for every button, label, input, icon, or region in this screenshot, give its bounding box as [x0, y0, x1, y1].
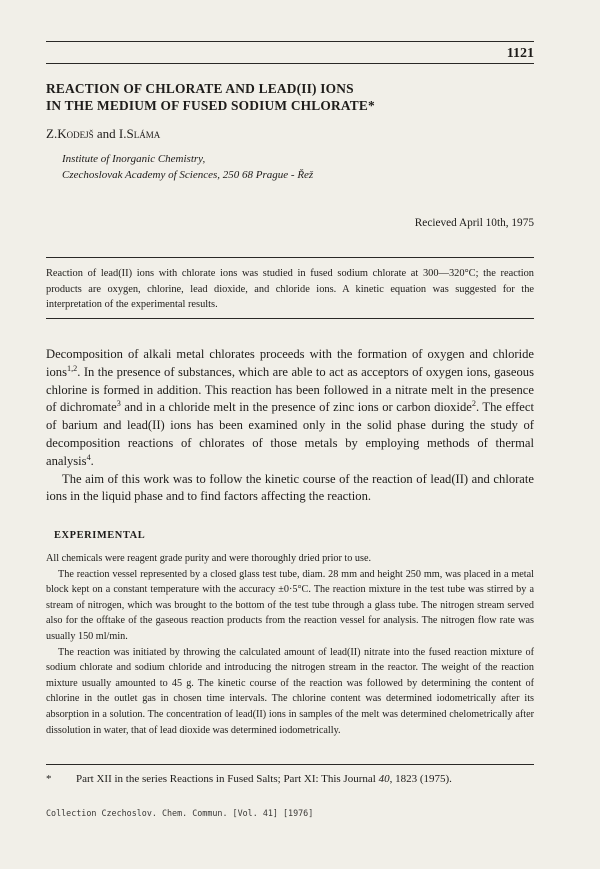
footnote-marker: *	[46, 773, 52, 785]
experimental-paragraph-1: All chemicals were reagent grade purity and were thoroughly dried prior to use.	[46, 553, 372, 564]
title-line-1: REACTION OF CHLORATE AND LEAD(II) IONS	[46, 81, 354, 96]
intro-paragraph-2: The aim of this work was to follow the kinetic course of the reaction of lead(II) and chlorate ions in the liquid phase and to find factors affecting the reaction.	[46, 471, 534, 504]
footnote-volume: 40	[378, 773, 390, 785]
journal-citation: Collection Czechoslov. Chem. Commun. [Vol. 41] [1976]	[46, 808, 314, 818]
affiliation-line-2: Czechoslovak Academy of Sciences, 250 68 Prague - Řež	[62, 169, 314, 181]
author-2-initial: I.	[118, 126, 127, 141]
affiliation	[62, 151, 313, 183]
footnote-rule	[46, 764, 534, 765]
citation-ref: 3	[116, 399, 121, 409]
paper-title	[46, 80, 534, 114]
top-rule	[46, 41, 534, 42]
experimental-paragraph-2: The reaction vessel represented by a closed glass test tube, diam. 28 mm and height 250 mm, was placed in a metal block kept on a constant temperature with the accuracy ±0·5°C. The reaction mixture in the test tube was stirred by a stream of nitrogen, which was brought to the bottom of the test tube through a glass tube. The nitrogen stream served also for the offtake of the gaseous reaction products from the reaction vessel for analysis. The nitrogen flow rate was usually 150 ml/min.	[46, 568, 534, 642]
affiliation-line-1: Institute of Inorganic Chemistry,	[62, 153, 206, 165]
page-number: 1121	[506, 46, 534, 61]
citation-ref: 4	[86, 452, 91, 462]
citation-ref: 2	[471, 399, 476, 409]
author-1-initial: Z.	[46, 126, 58, 141]
abstract: Reaction of lead(II) ions with chlorate ions was studied in fused sodium chlorate at 300—320°C; the reaction products are oxygen, chlorine, lead dioxide, and chloride ions. A kinetic equation was suggested for the interpretation of the experimental results.	[46, 268, 534, 310]
intro-paragraph-1: Decomposition of alkali metal chlorates proceeds with the formation of oxygen and chloride ions$^{1,2}$. In the presence of substances, which are able to act as acceptors of oxygen ions, gaseous chlorine is formed in addition. This reaction has been followed in a nitrate melt in the presence of dichromate$^3$ and in a chloride melt in the presence of zinc ions or carbon dioxide$^2$. The effect of barium and lead(II) ions has been examined only in the solid phase during the study of decomposition reactions of chlorates of those metals by employing methods of thermal analysis$^4$.	[46, 347, 534, 468]
introduction	[46, 346, 534, 506]
header-rule	[46, 63, 534, 64]
abstract-bottom-rule	[46, 318, 534, 319]
citation-ref: 1,2	[67, 363, 78, 373]
footnote: * Part XII in the series Reactions in Fused Salts; Part XI: This Journal 40, 1823 (1975).	[46, 773, 452, 785]
title-line-2: IN THE MEDIUM OF FUSED SODIUM CHLORATE*	[46, 98, 375, 113]
experimental-text	[46, 551, 534, 738]
received-date: Recieved April 10th, 1975	[414, 217, 534, 229]
author-joiner: and	[93, 126, 119, 141]
section-heading: EXPERIMENTAL	[54, 530, 146, 541]
abstract-top-rule	[46, 257, 534, 258]
author-2-surname: Sláma	[126, 126, 161, 141]
author-list	[46, 126, 160, 142]
author-1-surname: Kodejš	[57, 126, 94, 141]
experimental-paragraph-3: The reaction was initiated by throwing the calculated amount of lead(II) nitrate into the fused reaction mixture of sodium chlorate and sodium chloride and introducing the nitrogen stream in the reactor. The weight of the reaction mixture usually amounted to 45 g. The kinetic course of the reaction was followed by determining the content of chlorine in the outlet gas in chosen time intervals. The chlorine content was determined iodometrically after its absorption in a solution. The concentration of lead(II) ions in samples of the melt was determined chelometrically after dissolution in water, that of lead dioxide was determined iodometrically.	[46, 646, 534, 736]
